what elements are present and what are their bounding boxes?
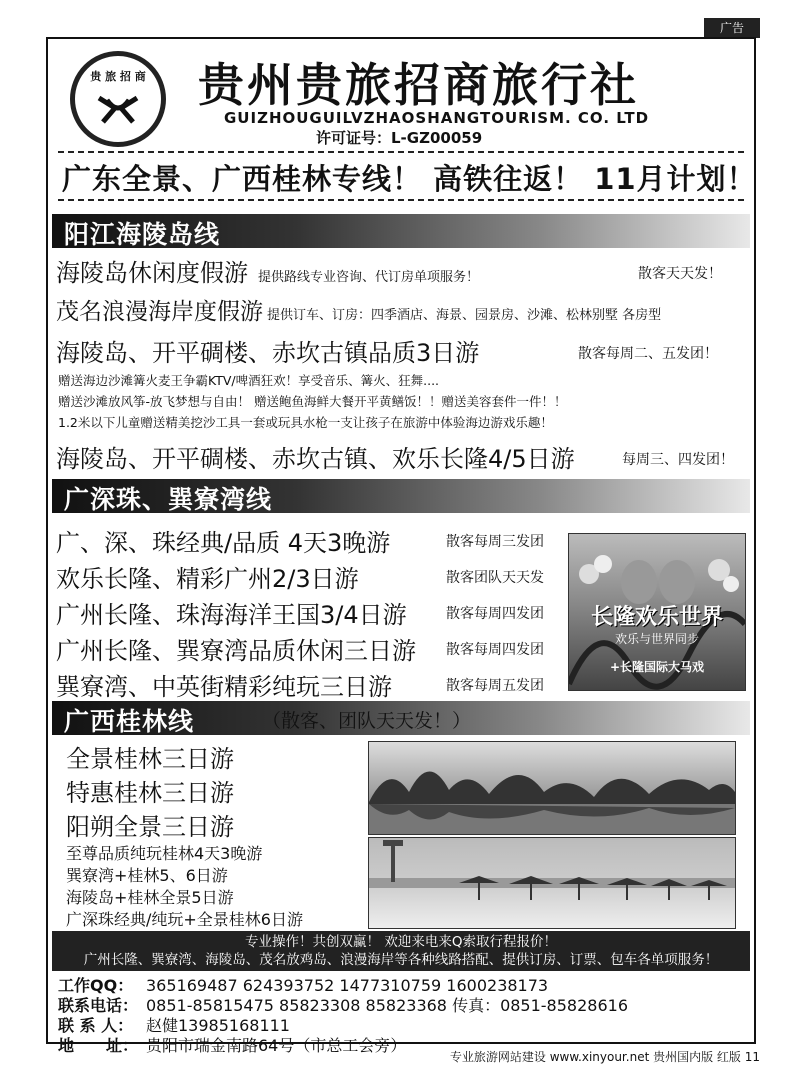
route-title: 广、深、珠经典/品质 4天3晚游	[56, 529, 391, 557]
section-header-yangjiang	[52, 214, 750, 248]
photo-title: 长隆欢乐世界	[590, 605, 723, 630]
contact-label: 联系电话：	[58, 996, 139, 1015]
route-title: 巽寮湾、中英街精彩纯玩三日游	[56, 673, 392, 701]
divider	[58, 199, 744, 201]
beach-photo	[368, 837, 736, 929]
company-logo	[70, 51, 166, 147]
guilin-river-photo	[368, 741, 736, 835]
gift-line: 赠送海边沙滩篝火麦王争霸KTV/啤酒狂欢！享受音乐、篝火、狂舞....	[58, 373, 440, 388]
route-title: 海陵岛、开平碉楼、赤坎古镇品质3日游	[56, 339, 480, 367]
chimelong-photo	[568, 533, 746, 691]
route-title: 海陵岛+桂林全景5日游	[66, 888, 234, 907]
route-title: 全景桂林三日游	[66, 745, 234, 773]
license-number: 许可证号：L-GZ00059	[316, 129, 483, 147]
gift-line: 赠送沙滩放风筝-放飞梦想与自由！ 赠送鲍鱼海鲜大餐开平黄鳝饭！！赠送美容套件一件！！	[58, 394, 567, 409]
banner-line: 专业操作！共创双赢！ 欢迎来电来Q索取行程报价！	[245, 934, 557, 950]
logo-mark-icon	[97, 94, 139, 124]
section-title: 广深珠、巽寮湾线	[64, 485, 273, 514]
route-schedule: 散客天天发！	[638, 266, 722, 282]
route-title: 广州长隆、巽寮湾品质休闲三日游	[56, 637, 416, 665]
route-item	[56, 293, 661, 326]
route-note: 提供路线专业咨询、代订房单项服务！	[258, 270, 480, 285]
route-title: 海陵岛休闲度假游	[56, 259, 248, 287]
section-title: 阳江海陵岛线	[64, 220, 221, 249]
contact-address	[58, 1033, 406, 1056]
contact-value: 贵阳市瑞金南路64号（市总工会旁）	[146, 1036, 407, 1055]
route-title: 海陵岛、开平碉楼、赤坎古镇、欢乐长隆4/5日游	[56, 445, 575, 473]
contact-label: 联 系 人：	[58, 1016, 134, 1035]
route-title: 广深珠经典/纯玩+全景桂林6日游	[66, 910, 303, 929]
banner-line: 广州长隆、巽寮湾、海陵岛、茂名放鸡岛、浪漫海岸等各种线路搭配、提供订房、订票、包车各单项服务！	[83, 952, 719, 968]
section-title: 广西桂林线	[64, 707, 195, 736]
photo-caption: +长隆国际大马戏	[609, 660, 705, 674]
company-name: 贵州贵旅招商旅行社	[198, 58, 639, 112]
contact-banner	[52, 931, 750, 971]
route-title: 阳朔全景三日游	[66, 813, 234, 841]
beach-umbrellas-illustration	[369, 838, 735, 928]
route-title: 茂名浪漫海岸度假游	[56, 299, 263, 325]
contact-label: 工作QQ：	[58, 976, 134, 995]
section-note: （散客、团队天天发！）	[262, 710, 472, 732]
route-schedule: 每周三、四发团！	[622, 452, 734, 468]
divider	[58, 151, 744, 153]
page-footer: 专业旅游网站建设 www.xinyour.net 贵州国内版 红版 11	[449, 1050, 760, 1064]
section-header-guilin	[52, 701, 750, 735]
route-title: 欢乐长隆、精彩广州2/3日游	[56, 565, 359, 593]
route-schedule: 散客每周二、五发团！	[578, 346, 718, 362]
contact-value: 0851-85815475 85823308 85823368 传真：0851-85828616	[146, 996, 628, 1015]
ad-frame	[46, 37, 757, 1055]
route-schedule: 散客每周四发团	[446, 642, 544, 658]
route-schedule: 散客每周五发团	[446, 678, 544, 694]
section-header-guangshenzhu	[52, 479, 750, 513]
contact-value: 赵健13985168111	[146, 1016, 290, 1035]
route-schedule: 散客每周三发团	[446, 534, 544, 550]
contact-value: 365169487 624393752 1477310759 1600238173	[146, 976, 549, 995]
logo-text: 贵 旅 招 商	[90, 70, 146, 83]
contact-label: 地 址：	[58, 1036, 139, 1055]
route-schedule: 散客每周四发团	[446, 606, 544, 622]
ad-tag: 广告	[704, 18, 760, 38]
route-title: 特惠桂林三日游	[66, 779, 234, 807]
route-title: 广州长隆、珠海海洋王国3/4日游	[56, 601, 407, 629]
gift-line: 1.2米以下儿童赠送精美挖沙工具一套或玩具水枪一支让孩子在旅游中体验海边游戏乐趣！	[58, 415, 553, 430]
route-title: 巽寮湾+桂林5、6日游	[66, 866, 228, 885]
photo-subtitle: 欢乐与世界同步	[614, 632, 699, 646]
karst-mountains-illustration	[369, 742, 735, 834]
route-title: 至尊品质纯玩桂林4天3晚游	[66, 844, 263, 863]
route-item	[56, 253, 479, 288]
company-english-name: GUIZHOUGUILVZHAOSHANGTOURISM. CO. LTD	[224, 109, 650, 127]
promo-headline: 广东全景、广西桂林专线！ 高铁往返！ 11月计划！	[62, 162, 757, 196]
route-note: 提供订车、订房：四季酒店、海景、园景房、沙滩、松林别墅 各房型	[267, 308, 662, 323]
route-schedule: 散客团队天天发	[446, 570, 544, 586]
